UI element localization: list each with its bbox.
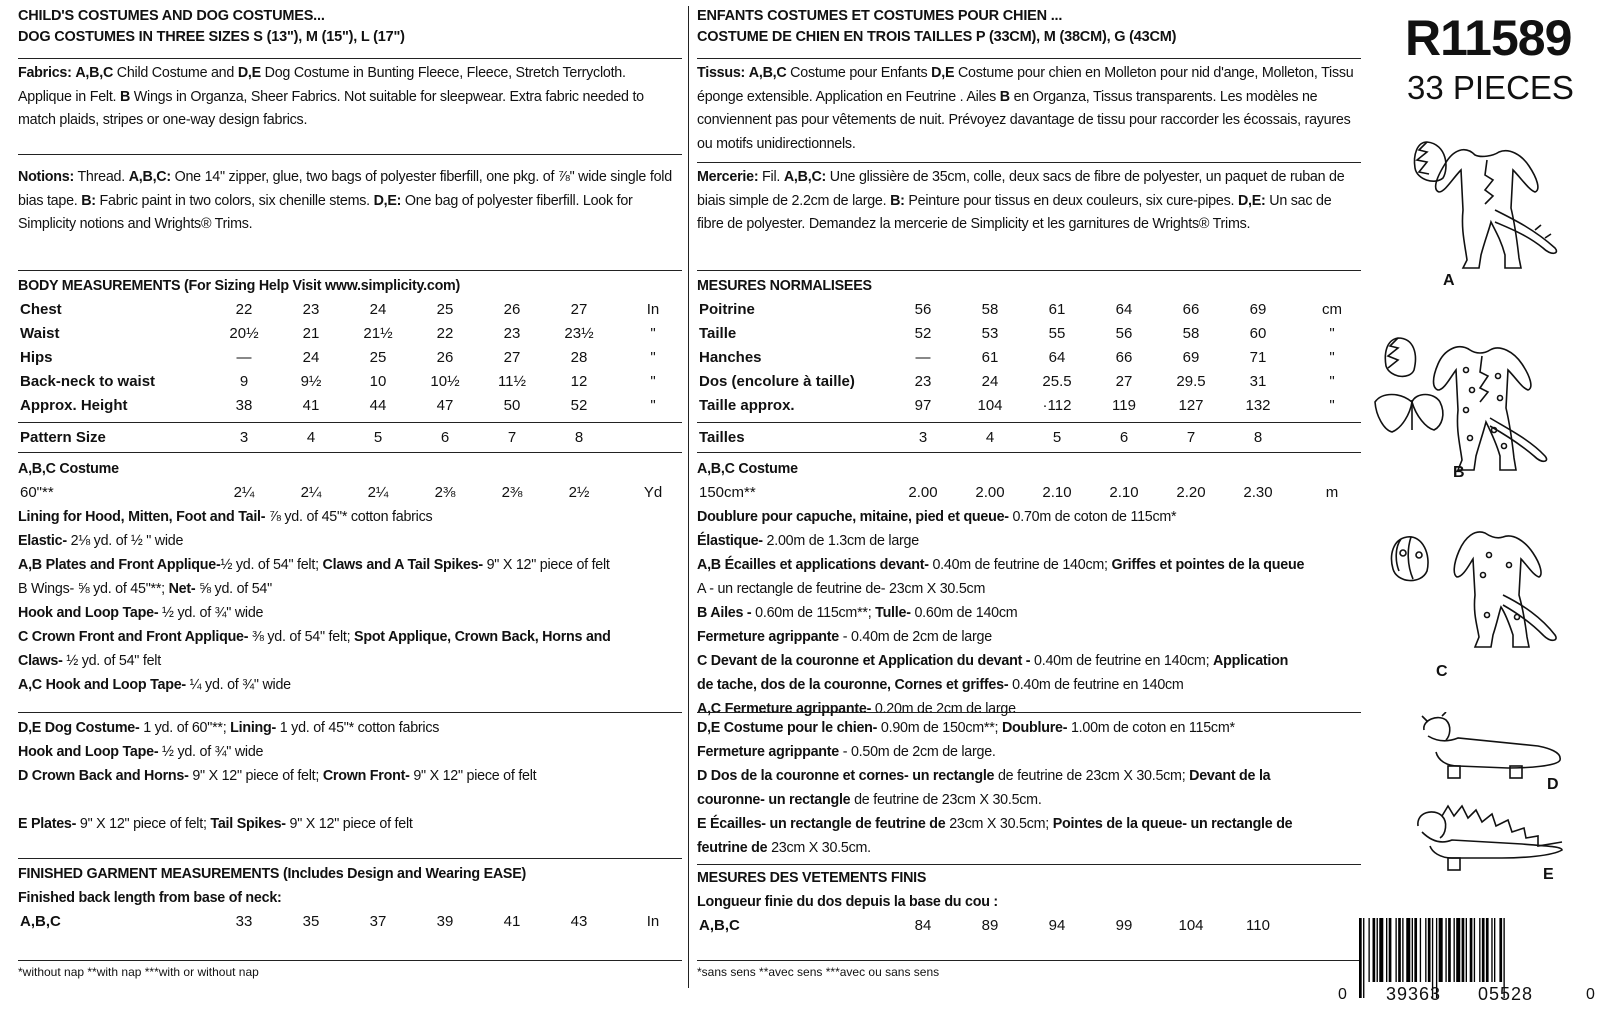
row-label: Approx. Height [20, 397, 128, 414]
unit-label: " [650, 325, 656, 342]
measurement-row [18, 298, 682, 322]
barcode-bar [1379, 918, 1383, 982]
unit-label: Yd [643, 484, 663, 501]
size-value: 55 [1048, 325, 1066, 342]
size-value: 2⅜ [434, 484, 456, 501]
view-a-illustration [1405, 130, 1575, 280]
elastic-line: Elastic- 2⅛ yd. of ½ " wide [18, 533, 184, 549]
barcode-digits-right: 05528 [1478, 984, 1534, 1004]
row-label: Taille [699, 325, 737, 342]
ailes-line: B Ailes - 0.60m de 115cm**; Tulle- 0.60m de 140cm [697, 605, 1018, 621]
row-label: Waist [20, 325, 60, 342]
dog-hook-line: Hook and Loop Tape- ½ yd. of ¾" wide [18, 744, 264, 760]
size-value: 38 [235, 397, 253, 414]
english-title [18, 0, 682, 48]
row-label: Poitrine [699, 301, 755, 318]
size-value: 52 [570, 397, 588, 414]
barcode-lead-digit: 0 [1338, 986, 1347, 1003]
size-value: 58 [981, 301, 999, 318]
row-label: A,B,C [20, 913, 61, 930]
barcode-bar [1402, 918, 1403, 982]
unit-label: " [650, 349, 656, 366]
fr-c-line2: de tache, dos de la couronne, Cornes et griffes- 0.40m de feutrine en 140cm [697, 677, 1184, 693]
lining-line: Lining for Hood, Mitten, Foot and Tail- ⅞ yd. of 45"* cotton fabrics [18, 509, 433, 525]
size-value: 61 [981, 349, 999, 366]
size-value: 11½ [497, 373, 527, 390]
size-value: 24 [302, 349, 320, 366]
size-value: 24 [981, 373, 999, 390]
mesures-finis [697, 866, 1361, 938]
barcode-bar [1386, 918, 1387, 982]
fr-abc-costume-header: A,B,C Costume [697, 461, 798, 477]
size-value: 29.5 [1176, 373, 1206, 390]
column-divider [688, 6, 689, 988]
measurement-row [18, 346, 682, 370]
costume-yardage [18, 457, 682, 697]
size-value: 25 [436, 301, 454, 318]
size-value: 69 [1182, 349, 1200, 366]
english-footnote: *without nap **with nap ***with or without nap [18, 965, 259, 979]
french-title [697, 0, 1361, 48]
size-value: 27 [570, 301, 588, 318]
size-value: 94 [1048, 917, 1066, 934]
unit-label: " [650, 373, 656, 390]
measurement-row [697, 426, 1361, 450]
barcode-bar [1395, 918, 1396, 982]
dog-costume-yardage [18, 716, 682, 836]
size-value: 66 [1115, 349, 1133, 366]
ac-hook-line: A,C Hook and Loop Tape- ¼ yd. of ¾" wide [18, 677, 291, 693]
barcode-bar [1445, 918, 1446, 982]
tissus-section: Tissus: A,B,C Costume pour Enfants D,E Costume pour chien en Molleton pour nid d'ange, Molleton, Tissu éponge extensible. Application en Feutrine . Ailes B en Organza, Tissus transparents. Les modèles ne conviennent pas pour vêtements de nuit. Prévoyez davantage de tissu pour raccorder les écossais, rayures ou motifs unidirectionnels. [697, 65, 1354, 152]
english-column [18, 0, 682, 1028]
size-value: ·112 [1042, 397, 1072, 414]
size-value: 35 [302, 913, 320, 930]
barcode-bar [1462, 918, 1465, 982]
size-value: 2.00 [908, 484, 938, 501]
size-value: 56 [1115, 325, 1133, 342]
metrage-costume [697, 457, 1361, 721]
size-value: 10 [369, 373, 387, 390]
pattern-number: R11589 [1405, 10, 1572, 66]
measurement-row [697, 346, 1361, 370]
size-value: 41 [302, 397, 320, 414]
measurement-row [697, 370, 1361, 394]
barcode-bar [1491, 918, 1492, 982]
size-value: 8 [1253, 429, 1263, 446]
size-value: 132 [1245, 397, 1271, 414]
elastique-line: Élastique- 2.00m de 1.3cm de large [697, 533, 919, 549]
size-value: 50 [503, 397, 521, 414]
size-value: 26 [436, 349, 454, 366]
fr-finished-header: MESURES DES VETEMENTS FINIS [697, 870, 927, 886]
size-value: 31 [1249, 373, 1267, 390]
size-value: 23 [914, 373, 932, 390]
english-title-line1: CHILD'S COSTUMES AND DOG COSTUMES... [18, 8, 325, 24]
fr-ab-line: A,B Écailles et applications devant- 0.40m de feutrine de 140cm; Griffes et pointes de la queue [697, 557, 1305, 573]
size-value: 97 [914, 397, 932, 414]
size-value: 2¼ [233, 484, 255, 501]
measurement-row [18, 910, 682, 934]
size-value: 69 [1249, 301, 1267, 318]
doublure-line: Doublure pour capuche, mitaine, pied et queue- 0.70m de coton de 115cm* [697, 509, 1177, 525]
barcode-bar [1479, 918, 1480, 982]
unit-label: " [1329, 349, 1335, 366]
size-value: 37 [369, 913, 387, 930]
size-value: 53 [981, 325, 999, 342]
ab-plates-line: A,B Plates and Front Applique-½ yd. of 54" felt; Claws and A Tail Spikes- 9" X 12" piece of felt [18, 557, 610, 573]
barcode-bar [1414, 918, 1417, 982]
barcode-bar [1470, 918, 1473, 982]
unit-label: " [1329, 397, 1335, 414]
size-value: 27 [503, 349, 521, 366]
view-d-illustration [1418, 712, 1568, 792]
barcode-check-digit: 0 [1586, 986, 1595, 1003]
fr-c-line: C Devant de la couronne et Application du devant - 0.40m de feutrine en 140cm; Application [697, 653, 1289, 669]
view-label-e: E [1543, 866, 1554, 883]
size-value: 3 [918, 429, 928, 446]
barcode-bar [1439, 918, 1443, 982]
size-value: 44 [369, 397, 387, 414]
size-value: 99 [1115, 917, 1133, 934]
size-value: 10½ [430, 373, 460, 390]
barcode-bar [1363, 918, 1364, 998]
barcode-bar [1474, 918, 1475, 982]
body-measurements-table [18, 274, 682, 418]
e-plates-line: E Plates- 9" X 12" piece of felt; Tail Spikes- 9" X 12" piece of felt [18, 816, 413, 832]
size-value: — [915, 349, 931, 366]
size-value: 21 [302, 325, 320, 342]
view-label-c: C [1436, 663, 1448, 680]
body-measurements-header: BODY MEASUREMENTS (For Sizing Help Visit www.simplicity.com) [18, 278, 461, 294]
size-value: 22 [235, 301, 253, 318]
size-value: 56 [914, 301, 932, 318]
barcode-bar [1456, 918, 1460, 982]
size-value: 6 [440, 429, 450, 446]
metrage-chien [697, 716, 1361, 860]
french-title-line1: ENFANTS COSTUMES ET COSTUMES POUR CHIEN ... [697, 8, 1063, 24]
measurement-row [697, 481, 1361, 505]
notions-section: Notions: Thread. A,B,C: One 14" zipper, glue, two bags of polyester fiberfill, one pkg. of ⅞" wide single fold bias tape. B: Fabric paint in two colors, six chenille stems. D,E: One bag of polyester fiberfill. Look for Simplicity notions and Wrights® Trims. [18, 169, 672, 232]
size-value: 61 [1048, 301, 1066, 318]
size-value: 4 [985, 429, 995, 446]
view-label-d: D [1547, 776, 1559, 793]
size-value: 21½ [363, 325, 393, 342]
measurement-row [18, 481, 682, 505]
size-value: 104 [1178, 917, 1204, 934]
size-value: 5 [373, 429, 383, 446]
barcode-bar [1368, 918, 1369, 982]
barcode-bar [1482, 918, 1485, 982]
size-value: 43 [570, 913, 588, 930]
piece-count: 33 PIECES [1407, 69, 1574, 106]
size-value: 119 [1112, 397, 1136, 414]
unit-label: " [1329, 373, 1335, 390]
barcode-bar [1359, 918, 1362, 998]
row-label: 150cm** [699, 484, 756, 501]
barcode-bar [1389, 918, 1392, 982]
measurement-row [697, 914, 1361, 938]
size-value: 41 [503, 913, 521, 930]
size-value: 89 [981, 917, 999, 934]
measurement-row [697, 322, 1361, 346]
barcode-bar [1373, 918, 1376, 982]
size-value: 47 [436, 397, 454, 414]
row-label: A,B,C [699, 917, 740, 934]
row-label: Pattern Size [20, 429, 106, 446]
barcode-bar [1412, 918, 1413, 982]
size-value: 2.00 [975, 484, 1005, 501]
barcode-bar [1377, 918, 1378, 982]
view-label-b: B [1453, 464, 1465, 481]
french-column [697, 0, 1361, 1028]
measurement-row [18, 322, 682, 346]
size-value: 24 [369, 301, 387, 318]
size-value: 20½ [229, 325, 259, 342]
mesures-header: MESURES NORMALISEES [697, 278, 872, 294]
size-value: 104 [977, 397, 1003, 414]
size-value: 9 [239, 373, 249, 390]
size-value: 3 [239, 429, 249, 446]
size-value: 25 [369, 349, 387, 366]
size-value: 33 [235, 913, 253, 930]
size-value: 84 [914, 917, 932, 934]
finished-header: FINISHED GARMENT MEASUREMENTS (Includes Design and Wearing EASE) [18, 866, 527, 882]
measurement-row [18, 394, 682, 418]
size-value: 28 [570, 349, 588, 366]
dog-costume-line: D,E Dog Costume- 1 yd. of 60"**; Lining- 1 yd. of 45"* cotton fabrics [18, 720, 440, 736]
size-value: 2.30 [1243, 484, 1273, 501]
c-claws-line: Claws- ½ yd. of 54" felt [18, 653, 161, 669]
view-label-a: A [1443, 272, 1455, 289]
barcode-bar [1398, 918, 1401, 982]
french-footnote: *sans sens **avec sens ***avec ou sans sens [697, 965, 940, 979]
view-c-illustration [1385, 525, 1565, 655]
finished-measurements [18, 862, 682, 934]
unit-label: In [646, 913, 660, 930]
barcode-bar [1499, 918, 1502, 982]
row-label: Dos (encolure à taille) [699, 373, 855, 390]
unit-label: " [650, 397, 656, 414]
unit-label: cm [1322, 301, 1342, 318]
size-value: 2¼ [367, 484, 389, 501]
row-label: Hips [20, 349, 53, 366]
size-value: 25.5 [1042, 373, 1072, 390]
abc-costume-header: A,B,C Costume [18, 461, 119, 477]
size-value: 2.10 [1109, 484, 1139, 501]
mesures-table [697, 274, 1361, 418]
unit-label: m [1325, 484, 1339, 501]
size-value: 39 [436, 913, 454, 930]
fr-finished-subheader: Longueur finie du dos depuis la base du cou : [697, 894, 998, 910]
fr-ac-line: A,C Fermeture agrippante- 0.20m de 2cm de large [697, 701, 1016, 717]
size-value: 66 [1182, 301, 1200, 318]
size-value: 5 [1052, 429, 1062, 446]
mercerie-section: Mercerie: Fil. A,B,C: Une glissière de 35cm, colle, deux sacs de fibre de polyester, un paquet de ruban de biais simple de 2.2cm de large. B: Peinture pour tissus en deux couleurs, six cure-pipes. D,E: Un sac de fibre de polyester. Demandez la mercerie de Simplicity et les garnitures de Wrights® Trims. [697, 169, 1345, 232]
row-label: Hanches [699, 349, 762, 366]
barcode-bar [1454, 918, 1455, 982]
fabrics-section: Fabrics: A,B,C Child Costume and D,E Dog Costume in Bunting Fleece, Fleece, Stretch Terrycloth. Applique in Felt. B Wings in Organza, Sheer Fabrics. Not suitable for sleepwear. Extra fabric needed to match plaids, stripes or one-way design fabrics. [18, 65, 644, 128]
size-value: 7 [507, 429, 517, 446]
d-crown-line: D Crown Back and Horns- 9" X 12" piece of felt; Crown Front- 9" X 12" piece of felt [18, 768, 537, 784]
size-value: 9½ [300, 373, 322, 390]
barcode-bar [1420, 918, 1421, 982]
measurement-row [18, 370, 682, 394]
size-value: 26 [503, 301, 521, 318]
size-value: 2.20 [1176, 484, 1206, 501]
unit-label: In [646, 301, 660, 318]
size-value: 2.10 [1042, 484, 1072, 501]
barcode-bar [1494, 918, 1495, 982]
measurement-row [18, 426, 682, 450]
row-label: Chest [20, 301, 62, 318]
size-value: — [236, 349, 252, 366]
size-value: 12 [570, 373, 588, 390]
fr-e-line: E Écailles- un rectangle de feutrine de 23cm X 30.5cm; Pointes de la queue- un rectangle de [697, 816, 1293, 832]
size-value: 23 [302, 301, 320, 318]
barcode-digits-left: 39363 [1386, 984, 1442, 1004]
fr-ab-line2: A - un rectangle de feutrine de- 23cm X 30.5cm [697, 581, 986, 597]
finished-subheader: Finished back length from base of neck: [18, 890, 282, 906]
size-value: 52 [914, 325, 932, 342]
size-value: 4 [306, 429, 316, 446]
barcode-bar [1486, 918, 1489, 982]
fr-dog-line: D,E Costume pour le chien- 0.90m de 150cm**; Doublure- 1.00m de coton en 115cm* [697, 720, 1235, 736]
size-value: 71 [1249, 349, 1267, 366]
row-label: Back-neck to waist [20, 373, 156, 390]
measurement-row [697, 298, 1361, 322]
size-value: 23½ [564, 325, 594, 342]
hook-loop-line: Hook and Loop Tape- ½ yd. of ¾" wide [18, 605, 264, 621]
size-value: 127 [1178, 397, 1204, 414]
barcode-bar [1466, 918, 1467, 982]
size-value: 23 [503, 325, 521, 342]
english-title-line2: DOG COSTUMES IN THREE SIZES S (13"), M (15"), L (17") [18, 29, 405, 45]
size-value: 7 [1186, 429, 1196, 446]
size-value: 60 [1249, 325, 1267, 342]
barcode-bar [1425, 918, 1426, 982]
size-value: 6 [1119, 429, 1129, 446]
size-value: 2¼ [300, 484, 322, 501]
fr-dog-ferm-line: Fermeture agrippante - 0.50m de 2cm de large. [697, 744, 996, 760]
size-value: 8 [574, 429, 584, 446]
size-value: 2½ [568, 484, 590, 501]
size-value: 64 [1115, 301, 1133, 318]
unit-label: " [1329, 325, 1335, 342]
size-value: 27 [1115, 373, 1133, 390]
fr-d-line2: couronne- un rectangle de feutrine de 23cm X 30.5cm. [697, 792, 1042, 808]
barcode-bar [1406, 918, 1410, 982]
view-b-illustration [1370, 330, 1570, 485]
row-label: 60"** [20, 484, 54, 501]
barcode-bar [1428, 918, 1431, 982]
size-value: 64 [1048, 349, 1066, 366]
row-label: Taille approx. [699, 397, 795, 414]
barcode-bar [1448, 918, 1451, 982]
b-wings-line: B Wings- ⅝ yd. of 45"**; Net- ⅝ yd. of 54" [18, 581, 272, 597]
size-value: 22 [436, 325, 454, 342]
size-value: 2⅜ [501, 484, 523, 501]
c-crown-line: C Crown Front and Front Applique- ⅜ yd. of 54" felt; Spot Applique, Crown Back, Horns and [18, 629, 611, 645]
row-label: Tailles [699, 429, 745, 446]
fermeture-line: Fermeture agrippante - 0.40m de 2cm de large [697, 629, 992, 645]
size-value: 58 [1182, 325, 1200, 342]
french-title-line2: COSTUME DE CHIEN EN TROIS TAILLES P (33CM), M (38CM), G (43CM) [697, 29, 1177, 45]
fr-d-line: D Dos de la couronne et cornes- un rectangle de feutrine de 23cm X 30.5cm; Devant de la [697, 768, 1271, 784]
measurement-row [697, 394, 1361, 418]
fr-e-line2: feutrine de 23cm X 30.5cm. [697, 840, 871, 856]
size-value: 110 [1246, 917, 1270, 934]
